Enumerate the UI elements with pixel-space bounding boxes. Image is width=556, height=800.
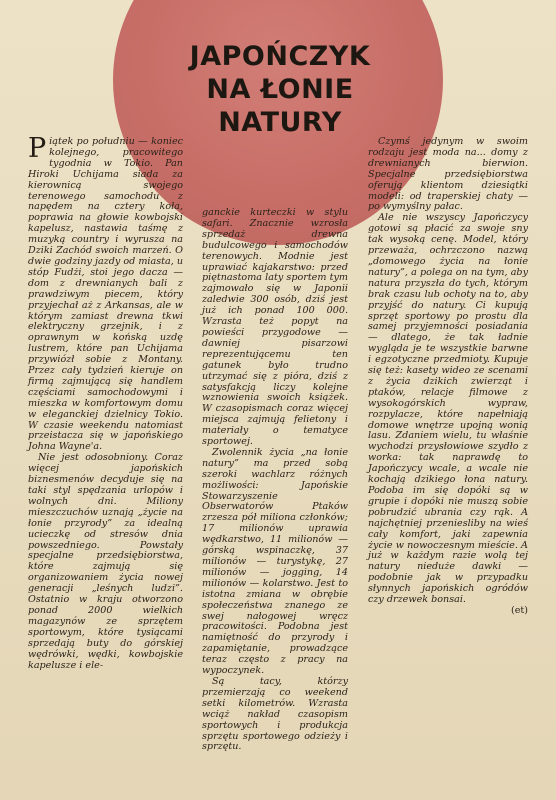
article-column-3 bbox=[368, 137, 528, 617]
paragraph: Nie jest odosobniony. Coraz więcej japońskich biznesmenów decyduje się na taki styl spędzania urlopów i wolnych dni. Miliony mieszczuchów uznają „życie na łonie przyrody” za idealną ucieczkę od stresów dnia powszedniego. Powstały specjalne przedsiębiorstwa, które zajmują się organizowaniem życia nowej generacji „leśnych ludzi”. Ostatnio w kraju otworzono ponad 2000 wielkich magazynów ze sprzętem sportowym, które tysiącami sprzedają buty do górskiej wędrówki, wędki, kowbojskie kapelusze i ele- bbox=[28, 452, 183, 671]
article-column-2 bbox=[202, 208, 348, 753]
author-signature: (et) bbox=[510, 604, 528, 616]
article-column-1 bbox=[28, 133, 183, 671]
paragraph: Są tacy, którzy przemierzają co weekend setki kilometrów. Wzrasta wciąż nakład czasopism sportowych i produkcja sprzętu sportowego odzieży i sprzętu. bbox=[202, 675, 348, 753]
paragraph: Piątek po południu — koniec kolejnego, pracowitego tygodnia w Tokio. Pan Hiroki Uchijama siada za kierownicą swojego terenowego samochodu z napędem na cztery koła, poprawia na głowie kowbojski kapelusz, nastawia taśmę z muzyką country i wyrusza na Dziki Zachód swoich marzeń. O dwie godziny jazdy od miasta, u stóp Fudżi, stoi jego dacza — dom z drewnianych bali z prawdziwym piecem, który przyjechał aż z Arkansas, ale w którym zamiast drewna tkwi elektryczny grzejnik, i z oprawnym w końską uzdę lustrem, które pan Uchijama przywiózł sobie z Montany. Przez cały tydzień kieruje on firmą zajmującą się handlem częściami samochodowymi i mieszka w komfortowym domu w eleganckiej dzielnicy Tokio. W czasie weekendu natomiast przeistacza się w japońskiego Johna Wayne'a. bbox=[28, 133, 183, 453]
paragraph: Ale nie wszyscy Japończycy gotowi są płacić za swoje sny tak wysoką cenę. Model, który przeważa, ochrzczono nazwą „domowego życia na łonie natury”, a polega on na tym, aby natura przyszła do tych, którym brak czasu lub ochoty na to, aby przyjść do natury. Ci kupują sprzęt sportowy po prostu dla samej przyjemności posiadania — dlatego, że tak ładnie wygląda je te wszystkie barwne i egzotyczne przedmioty. Kupuje się też: kasety wideo ze scenami z życia dzikich zwierząt i ptaków, relacje filmowe z wysokogórskich wypraw, rozpylacze, które napełniają domowe wnętrze upojną wonią lasu. Zdaniem wielu, tu właśnie wychodzi przysłowiowe szydło z worka: tak naprawdę to Japończycy wcale, a wcale nie kochają dzikiego łona natury. Podoba im się dopóki są w grupie i dopóki nie muszą sobie pobrudzić ubrania czy rąk. A najchętniej przeniesliby na wieś cały komfort, jaki zapewnia życie w nowoczesnym mieście. A już w każdym razie wolą tej natury nieduże dawki — podobnie jak w przypadku słynnych japońskich ogródów czy drzewek bonsai. bbox=[368, 212, 528, 606]
paragraph: Czymś jedynym w swoim rodzaju jest moda na... domy z drewnianych bierwion. Specjalne przedsiębiorstwa oferują klientom dziesiątki modeli: od traperskiej chaty — po wymyślny pałac. bbox=[368, 136, 528, 213]
drop-cap: P bbox=[28, 133, 47, 164]
paragraph: ganckie kurteczki w stylu safari. Znacznie wzrosła sprzedaż drewna budulcowego i samochodów terenowych. Modnie jest uprawiać kajakarstwo: przed piętnastoma laty sportem tym zajmowało się w Japonii zaledwie 300 osób, dziś jest już ich ponad 100 000. Wzrasta też popyt na powieści przygodowe — dawniej pisarzowi reprezentującemu ten gatunek było trudno utrzymać się z pióra, dziś z satysfakcją liczy kolejne wznowienia swoich książek. W czasopismach coraz więcej miejsca zajmują felietony i materiały o tematyce sportowej. bbox=[202, 207, 348, 448]
title-line-2: NA ŁONIE NATURY bbox=[206, 74, 354, 138]
paragraph: Zwolennik życia „na łonie natury” ma przed sobą szeroki wachlarz różnych możliwości: Japońskie Stowarzyszenie Obserwatorów Ptaków zrzesza pół miliona członków; 17 milionów uprawia wędkarstwo, 11 milionów — górską wspinaczkę, 37 milionów — turystykę, 27 milionów — jogging, 14 milionów — kolarstwo. Jest to istotna zmiana w obrębie społeczeństwa znanego ze swej nałogowej wręcz pracowitości. Podobna jest namiętność do przyrody i zapamiętanie, prowadzące teraz często z pracy na wypoczynek. bbox=[202, 446, 348, 677]
title-line-1: JAPOŃCZYK bbox=[189, 41, 371, 72]
article-title bbox=[150, 40, 410, 139]
